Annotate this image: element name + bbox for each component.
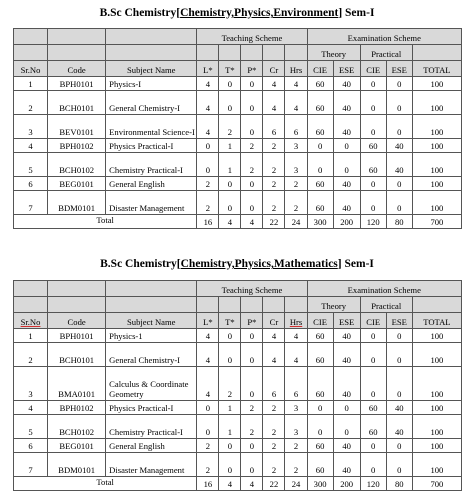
theory-header: Theory (307, 297, 360, 313)
col-t: T* (219, 313, 241, 329)
table-row: 7 BDM0101 Disaster Management 2 0 0 2 2 60 40 0 0 100 (14, 453, 462, 477)
table-1-title-subjects: Chemistry,Physics,Environment (180, 7, 339, 19)
header-row-2 (14, 297, 462, 313)
table-row: 1 BPH0101 Physics-I 4 0 0 4 4 60 40 0 0 100 (14, 77, 462, 91)
table-row: 7 BDM0101 Disaster Management 2 0 0 2 2 60 40 0 0 100 (14, 191, 462, 215)
practical-header: Practical (360, 45, 412, 61)
table-2-title-subjects: Chemistry,Physics,Mathematics (180, 258, 338, 270)
table-row: 5 BCH0102 Chemistry Practical-I 0 1 2 2 3 0 0 60 40 100 (14, 415, 462, 439)
table-2-scheme (13, 280, 462, 491)
table-row: 3 BMA0101 Calculus & Coordinate Geometry 4 2 0 6 6 60 40 0 0 100 (14, 367, 462, 401)
col-theory-ese: ESE (333, 61, 360, 77)
col-sr-no: Sr.No (14, 313, 48, 329)
table-1-scheme (13, 28, 462, 229)
table-2-title: B.Sc Chemistry[Chemistry,Physics,Mathematics] Sem-I (100, 258, 374, 270)
col-subject: Subject Name (106, 61, 197, 77)
col-subject: Subject Name (106, 313, 197, 329)
table-row: 5 BCH0102 Chemistry Practical-I 0 1 2 2 3 0 0 60 40 100 (14, 153, 462, 177)
col-t: T* (219, 61, 241, 77)
col-code: Code (48, 61, 106, 77)
col-cr: Cr (263, 61, 285, 77)
col-practical-cie: CIE (360, 61, 386, 77)
total-label: Total (14, 477, 197, 491)
table-row: 2 BCH0101 General Chemistry-I 4 0 0 4 4 60 40 0 0 100 (14, 91, 462, 115)
col-p: P* (241, 313, 263, 329)
table-row: 4 BPH0102 Physics Practical-I 0 1 2 2 3 0 0 60 40 100 (14, 139, 462, 153)
table-1-title: B.Sc Chemistry[Chemistry,Physics,Environment] Sem-I (99, 7, 375, 19)
col-theory-ese: ESE (333, 313, 360, 329)
teaching-scheme-header: Teaching Scheme (197, 281, 307, 297)
col-hrs: Hrs (285, 313, 307, 329)
total-row: Total 16 4 4 22 24 300 200 120 80 700 (14, 215, 462, 229)
column-header-row (14, 61, 462, 77)
col-practical-ese: ESE (386, 61, 412, 77)
total-row: Total 16 4 4 22 24 300 200 120 80 700 (14, 477, 462, 491)
col-practical-ese: ESE (386, 313, 412, 329)
col-total: TOTAL (412, 313, 461, 329)
col-hrs: Hrs (285, 61, 307, 77)
table-row: 2 BCH0101 General Chemistry-I 4 0 0 4 4 60 40 0 0 100 (14, 343, 462, 367)
col-total: TOTAL (412, 61, 461, 77)
teaching-scheme-header: Teaching Scheme (197, 29, 307, 45)
table-row: 4 BPH0102 Physics Practical-I 0 1 2 2 3 0 0 60 40 100 (14, 401, 462, 415)
header-row-1 (14, 281, 462, 297)
header-row-1 (14, 29, 462, 45)
theory-header: Theory (307, 45, 360, 61)
col-cr: Cr (263, 313, 285, 329)
table-row: 1 BPH0101 Physics-1 4 0 0 4 4 60 40 0 0 100 (14, 329, 462, 343)
col-sr-no: Sr.No (14, 61, 48, 77)
examination-scheme-header: Examination Scheme (307, 29, 461, 45)
col-l: L* (197, 61, 219, 77)
table-row: 3 BEV0101 Environmental Science-I 4 2 0 6 6 60 40 0 0 100 (14, 115, 462, 139)
table-row: 6 BEG0101 General English 2 0 0 2 2 60 40 0 0 100 (14, 177, 462, 191)
col-practical-cie: CIE (360, 313, 386, 329)
examination-scheme-header: Examination Scheme (307, 281, 461, 297)
column-header-row (14, 313, 462, 329)
col-l: L* (197, 313, 219, 329)
col-p: P* (241, 61, 263, 77)
table-row: 6 BEG0101 General English 2 0 0 2 2 60 40 0 0 100 (14, 439, 462, 453)
header-row-2 (14, 45, 462, 61)
col-theory-cie: CIE (307, 61, 333, 77)
col-theory-cie: CIE (307, 313, 333, 329)
practical-header: Practical (360, 297, 412, 313)
total-label: Total (14, 215, 197, 229)
col-code: Code (48, 313, 106, 329)
